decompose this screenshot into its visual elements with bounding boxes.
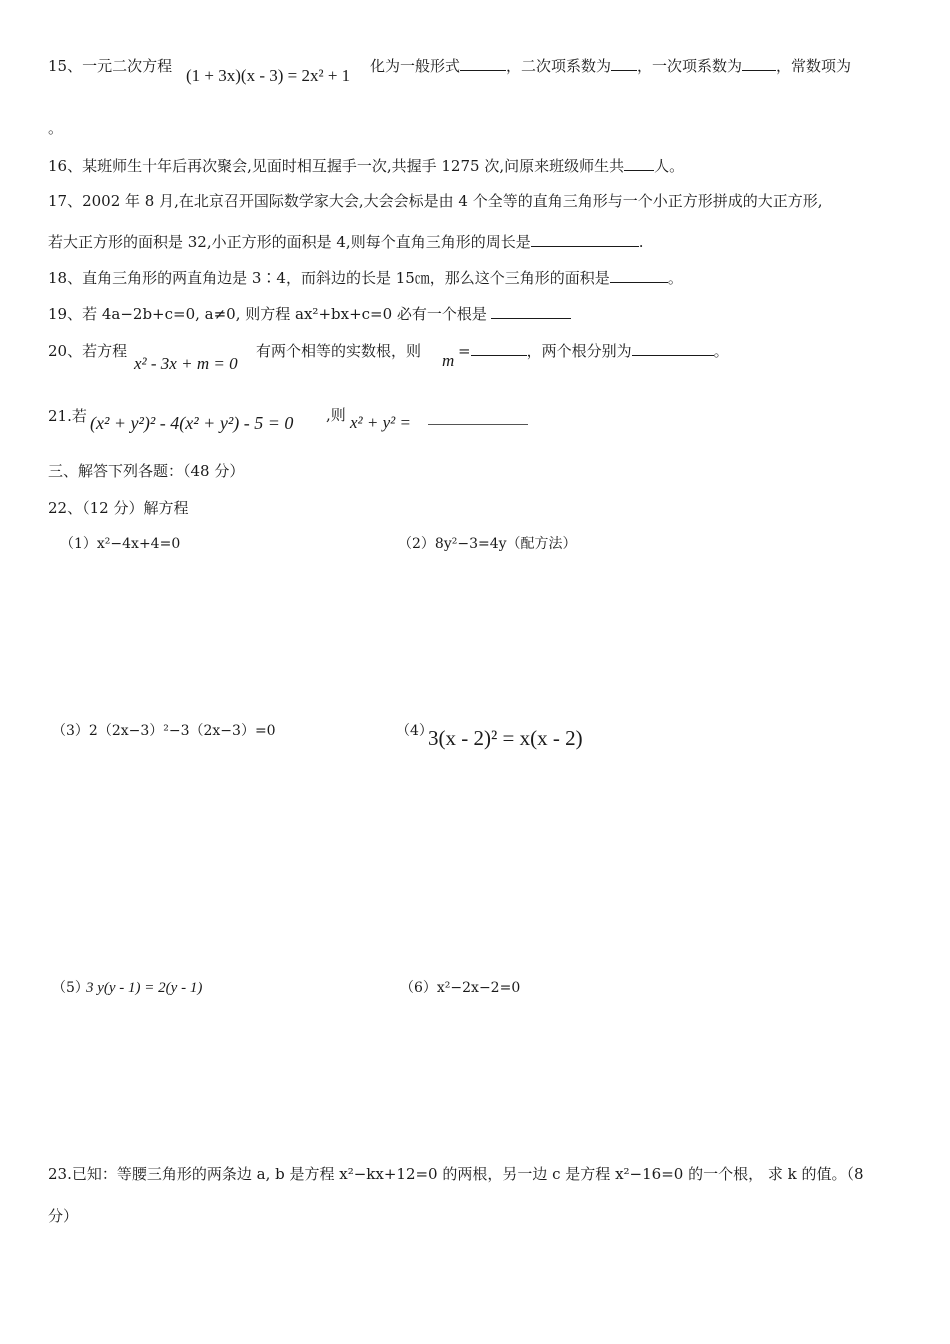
question-19: 19、若 4a−2b+c=0, a≠0, 则方程 ax²+bx+c=0 必有一个根是 [48, 304, 571, 324]
question-22-title: 22、（12 分）解方程 [48, 499, 189, 517]
question-21-prefix: 21.若 [48, 407, 87, 425]
q22-part4-label: （4） [396, 723, 433, 739]
q20-var-m: m [442, 351, 455, 370]
q21-blank[interactable] [428, 424, 528, 425]
q20-equation: x² - 3x + m = 0 [134, 354, 238, 373]
q22-part3: （3）2（2x−3）²−3（2x−3）=0 [52, 723, 276, 739]
q15-blank-linear-coef[interactable] [742, 56, 776, 71]
q15-tail: 化为一般形式 ，二次项系数为 ，一次项系数为 ，常数项为 [370, 57, 852, 75]
q15-end: 。 [48, 119, 64, 137]
q15-equation: (1 + 3x)(x - 3) = 2x² + 1 [186, 66, 351, 85]
q22-part2: （2）8y²−3=4y（配方法） [398, 536, 577, 552]
q16-blank[interactable] [624, 156, 654, 171]
question-17-line2: 若大正方形的面积是 32,小正方形的面积是 4,则每个直角三角形的周长是 . [48, 233, 644, 251]
question-17-line1: 17、2002 年 8 月,在北京召开国际数学家大会,大会会标是由 4 个全等的直角三角形与一个小正方形拼成的大正方形, [48, 192, 823, 210]
q18-blank[interactable] [610, 268, 668, 283]
q15-prefix: 15、一元二次方程 [48, 57, 173, 75]
question-23-line2: 分） [48, 1207, 79, 1225]
q21-target: x² + y² = [350, 413, 411, 432]
q22-part1: （1）x²−4x+4=0 [60, 536, 181, 552]
q22-part5-label: （5） [52, 980, 89, 996]
question-20-tail2: = ，两个根分别为 。 [458, 342, 729, 360]
q20-blank-roots[interactable] [632, 341, 714, 356]
question-20-prefix: 20、若方程 [48, 342, 128, 360]
question-15 [48, 56, 172, 76]
question-20-tail: 有两个相等的实数根，则 [256, 342, 422, 360]
q21-equation: (x² + y²)² - 4(x² + y²) - 5 = 0 [90, 413, 294, 433]
question-18: 18、直角三角形的两直角边是 3∶4，而斜边的长是 15㎝，那么这个三角形的面积是 。 [48, 269, 683, 287]
q15-blank-quad-coef[interactable] [611, 56, 637, 71]
q20-blank-m[interactable] [471, 341, 527, 356]
q21-text: ,则 [326, 406, 346, 424]
q22-part6: （6）x²−2x−2=0 [400, 980, 521, 996]
question-23-line1: 23.已知：等腰三角形的两条边 a, b 是方程 x²−kx+12=0 的两根，另一边 c 是方程 x²−16=0 的一个根， 求 k 的值。（8 [48, 1165, 864, 1183]
q22-part5-equation: 3 y(y - 1) = 2(y - 1) [86, 980, 203, 996]
section-3-title: 三、解答下列各题：（48 分） [48, 462, 245, 480]
q19-blank[interactable] [491, 304, 571, 319]
q15-blank-form[interactable] [460, 56, 506, 71]
q17-blank[interactable] [531, 232, 639, 247]
question-16: 16、某班师生十年后再次聚会,见面时相互握手一次,共握手 1275 次,问原来班级师生共 人。 [48, 157, 685, 175]
q22-part4-equation: 3(x - 2)² = x(x - 2) [428, 726, 583, 750]
